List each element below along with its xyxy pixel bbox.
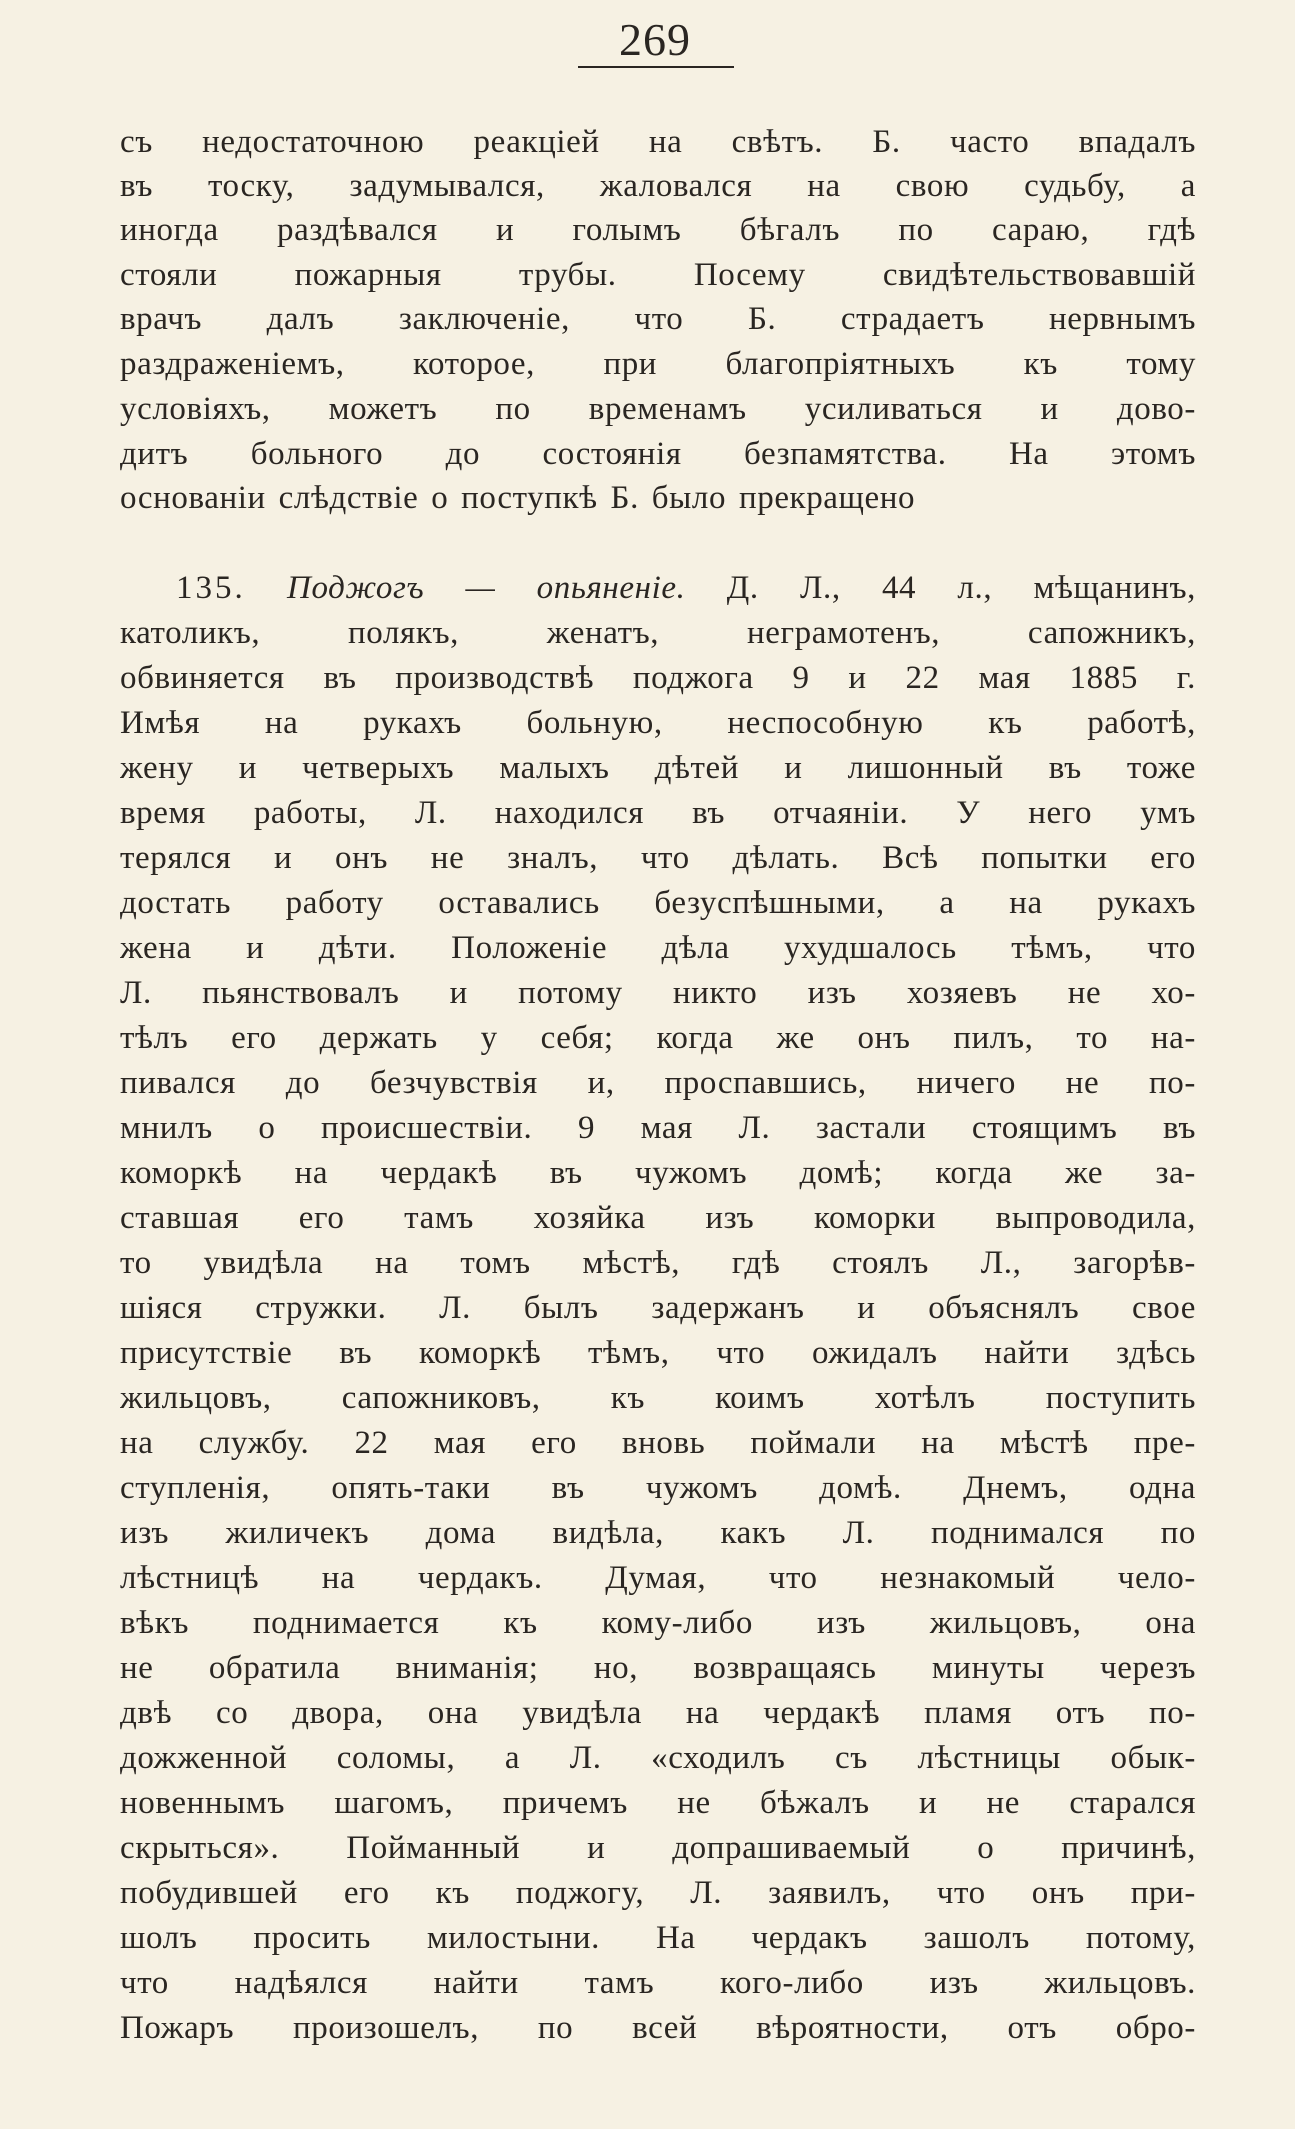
text-line: жена и дѣти. Положеніе дѣла ухудшалось тѣмъ, что bbox=[120, 930, 1196, 966]
text-line: новеннымъ шагомъ, причемъ не бѣжалъ и не старался bbox=[120, 1785, 1196, 1821]
case-first-line-text: Д. Л., 44 л., мѣщанинъ, bbox=[726, 570, 1196, 606]
text-line: стояли пожарныя трубы. Посему свидѣтельствовавшій bbox=[120, 257, 1196, 293]
case-heading-line bbox=[120, 568, 1196, 608]
text-line: Имѣя на рукахъ больную, неспособную къ работѣ, bbox=[120, 705, 1196, 741]
text-line: присутствіе въ коморкѣ тѣмъ, что ожидалъ найти здѣсь bbox=[120, 1335, 1196, 1371]
text-line: врачъ далъ заключеніе, что Б. страдаетъ нервнымъ bbox=[120, 301, 1196, 337]
text-line: мнилъ о происшествіи. 9 мая Л. застали стоящимъ въ bbox=[120, 1110, 1196, 1146]
page-number: 269 bbox=[619, 14, 691, 65]
text-line: достать работу оставались безуспѣшными, а на рукахъ bbox=[120, 885, 1196, 921]
header-rule bbox=[578, 66, 734, 68]
text-line: иногда раздѣвался и голымъ бѣгалъ по сараю, гдѣ bbox=[120, 212, 1196, 248]
text-line: что надѣялся найти тамъ кого-либо изъ жильцовъ. bbox=[120, 1965, 1196, 2001]
text-line: не обратила вниманія; но, возвращаясь минуты черезъ bbox=[120, 1650, 1196, 1686]
text-line: дитъ больного до состоянія безпамятства. На этомъ bbox=[120, 436, 1196, 472]
text-line: раздраженіемъ, которое, при благопріятныхъ къ тому bbox=[120, 346, 1196, 382]
case-number: 135. bbox=[176, 570, 246, 606]
text-line: шолъ просить милостыни. На чердакъ зашолъ потому, bbox=[120, 1920, 1196, 1956]
text-line: время работы, Л. находился въ отчаяніи. У него умъ bbox=[120, 795, 1196, 831]
text-line: лѣстницѣ на чердакъ. Думая, что незнакомый чело- bbox=[120, 1560, 1196, 1596]
text-line: изъ жиличекъ дома видѣла, какъ Л. поднимался по bbox=[120, 1515, 1196, 1551]
text-line: побудившей его къ поджогу, Л. заявилъ, что онъ при- bbox=[120, 1875, 1196, 1911]
text-line: ставшая его тамъ хозяйка изъ коморки выпроводила, bbox=[120, 1200, 1196, 1236]
text-line: условіяхъ, можетъ по временамъ усиливаться и дово- bbox=[120, 391, 1196, 427]
text-line: дожженной соломы, а Л. «сходилъ съ лѣстницы обык- bbox=[120, 1740, 1196, 1776]
case-title: Поджогъ — опьяненіе. bbox=[287, 570, 686, 606]
text-line: въ тоску, задумывался, жаловался на свою судьбу, а bbox=[120, 168, 1196, 204]
text-line: жильцовъ, сапожниковъ, къ коимъ хотѣлъ поступить bbox=[120, 1380, 1196, 1416]
text-line: ступленія, опять-таки въ чужомъ домѣ. Днемъ, одна bbox=[120, 1470, 1196, 1506]
text-line: Пожаръ произошелъ, по всей вѣроятности, отъ обро- bbox=[120, 2010, 1196, 2046]
text-line: скрыться». Пойманный и допрашиваемый о причинѣ, bbox=[120, 1830, 1196, 1866]
text-line: на службу. 22 мая его вновь поймали на мѣстѣ пре- bbox=[120, 1425, 1196, 1461]
text-line: съ недостаточною реакціей на свѣтъ. Б. часто впадалъ bbox=[120, 124, 1196, 160]
text-line: шіяся стружки. Л. былъ задержанъ и объяснялъ свое bbox=[120, 1290, 1196, 1326]
text-line: основаніи слѣдствіе о поступкѣ Б. было прекращено bbox=[120, 480, 916, 516]
text-line: пивался до безчувствія и, проспавшись, ничего не по- bbox=[120, 1065, 1196, 1101]
text-line: терялся и онъ не зналъ, что дѣлать. Всѣ попытки его bbox=[120, 840, 1196, 876]
text-line: тѣлъ его держать у себя; когда же онъ пилъ, то на- bbox=[120, 1020, 1196, 1056]
text-line: католикъ, полякъ, женатъ, неграмотенъ, сапожникъ, bbox=[120, 615, 1196, 651]
text-line: Л. пьянствовалъ и потому никто изъ хозяевъ не хо- bbox=[120, 975, 1196, 1011]
text-line: двѣ со двора, она увидѣла на чердакѣ пламя отъ по- bbox=[120, 1695, 1196, 1731]
text-line: то увидѣла на томъ мѣстѣ, гдѣ стоялъ Л., загорѣв- bbox=[120, 1245, 1196, 1281]
text-line: вѣкъ поднимается къ кому-либо изъ жильцовъ, она bbox=[120, 1605, 1196, 1641]
text-line: жену и четверыхъ малыхъ дѣтей и лишонный въ тоже bbox=[120, 750, 1196, 786]
text-line: обвиняется въ производствѣ поджога 9 и 22 мая 1885 г. bbox=[120, 660, 1196, 696]
text-line: коморкѣ на чердакѣ въ чужомъ домѣ; когда же за- bbox=[120, 1155, 1196, 1191]
